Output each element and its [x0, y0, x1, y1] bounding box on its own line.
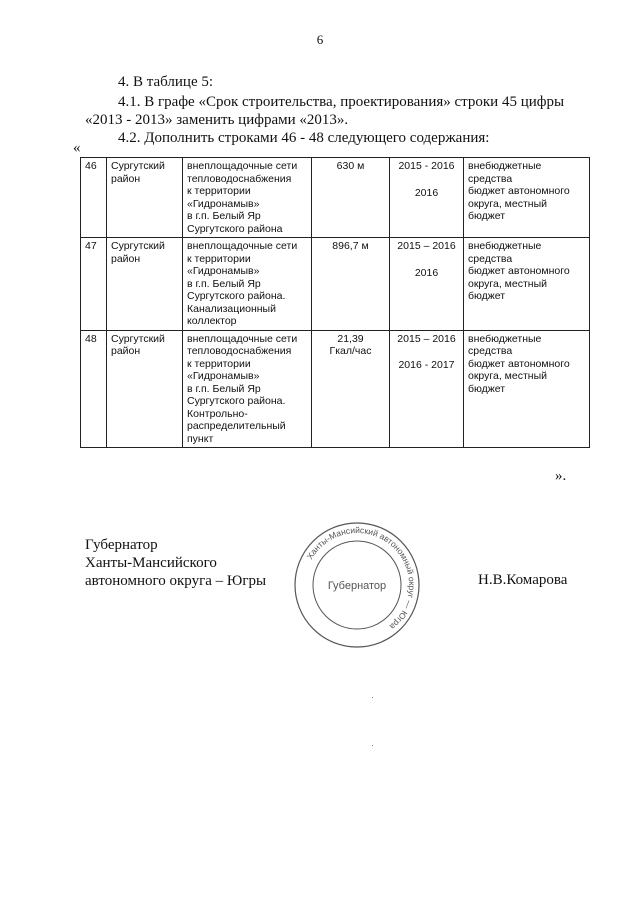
cell-object: [183, 330, 312, 448]
cell-row-number: 48: [81, 330, 107, 448]
period-spacer: [394, 173, 459, 187]
cell-text-line: 21,39: [337, 332, 364, 345]
cell-text-line: бюджет: [468, 382, 506, 395]
cell-text-line: 2015 – 2016: [397, 240, 456, 252]
table-row: [81, 330, 590, 448]
cell-text-line: «Гидронамыв»: [187, 370, 260, 382]
cell-text-line: бюджет автономного: [468, 265, 570, 277]
cell-text-line: внебюджетные: [468, 240, 542, 252]
cell-text-line: Гкал/час: [329, 345, 372, 357]
cell-text-line: в г.п. Белый Яр: [187, 277, 261, 290]
cell-district: [107, 330, 183, 448]
signature-position-line: Губернатор: [85, 537, 158, 553]
period-spacer: [394, 253, 459, 267]
seal-ring-textpath: Ханты-Мансийский автономный округ — Югра: [304, 524, 418, 632]
cell-text-line: внеплощадочные сети: [187, 160, 298, 172]
cell-funding-source: [464, 238, 590, 331]
cell-object: [183, 238, 312, 331]
cell-text-line: к территории: [187, 185, 251, 197]
cell-text-line: район: [111, 172, 141, 185]
cell-text-line: средства: [468, 252, 513, 265]
closing-quote: ».: [555, 468, 567, 484]
cell-capacity: [312, 158, 390, 238]
cell-text-line: 2015 – 2016: [397, 332, 456, 345]
cell-district: [107, 158, 183, 238]
cell-text-line: тепловодоснабжения: [187, 172, 292, 185]
cell-text-line: пункт: [187, 432, 214, 445]
cell-district: [107, 238, 183, 331]
cell-text-line: 896,7 м: [332, 240, 369, 252]
cell-text-line: район: [111, 252, 141, 265]
signature-position-line: Ханты-Мансийского: [85, 555, 217, 571]
cell-text-line: «Гидронамыв»: [187, 197, 260, 210]
cell-text-line: 2016: [414, 266, 439, 279]
cell-text-line: в г.п. Белый Яр: [187, 210, 261, 222]
cell-text-line: 2016: [414, 186, 439, 199]
table-row: [81, 238, 590, 331]
cell-object: [183, 158, 312, 238]
cell-text-line: бюджет автономного: [468, 357, 570, 370]
signature-name: Н.В.Комарова: [478, 572, 568, 588]
cell-funding-source: [464, 158, 590, 238]
cell-construction-period: [390, 158, 464, 238]
seal-center-text: Губернатор: [327, 580, 387, 592]
paragraph-4-1-line2: «2013 - 2013» заменить цифрами «2013».: [85, 112, 349, 128]
cell-funding-source: [464, 330, 590, 448]
cell-construction-period: [390, 330, 464, 448]
amendment-table: [80, 157, 590, 448]
opening-quote: «: [73, 140, 81, 156]
cell-row-number: 46: [81, 158, 107, 238]
cell-text-line: Сургутского района.: [187, 290, 286, 302]
cell-text-line: средства: [468, 345, 513, 357]
cell-text-line: округа, местный: [468, 197, 548, 210]
cell-text-line: Сургутский: [111, 160, 165, 172]
paragraph-table5: 4. В таблице 5:: [118, 74, 214, 90]
cell-text-line: 630 м: [336, 160, 365, 172]
cell-text-line: округа, местный: [468, 277, 548, 290]
paragraph-4-1-line1: 4.1. В графе «Срок строительства, проектирования» строки 45 цифры: [118, 94, 565, 110]
page-number: 6: [316, 32, 324, 47]
cell-text-line: Сургутского района.: [187, 395, 286, 407]
period-spacer: [394, 345, 459, 359]
cell-text-line: 2016 - 2017: [398, 359, 455, 371]
cell-text-line: район: [111, 345, 141, 357]
cell-text-line: Сургутского района: [187, 222, 283, 235]
cell-text-line: к территории: [187, 357, 251, 370]
cell-text-line: внебюджетные: [468, 160, 542, 172]
cell-text-line: внебюджетные: [468, 332, 542, 345]
paragraph-4-2: 4.2. Дополнить строками 46 - 48 следующего содержания:: [118, 130, 490, 146]
cell-text-line: Контрольно-: [187, 407, 248, 420]
cell-row-number: 47: [81, 238, 107, 331]
cell-text-line: бюджет: [468, 290, 506, 302]
cell-text-line: внеплощадочные сети: [187, 332, 298, 345]
table-row: [81, 158, 590, 238]
amendment-table-body: [81, 158, 590, 448]
cell-text-line: Сургутский: [111, 240, 165, 252]
cell-text-line: внеплощадочные сети: [187, 240, 298, 252]
governor-seal: [290, 518, 424, 652]
cell-capacity: [312, 238, 390, 331]
scan-speck: [372, 697, 373, 698]
cell-text-line: коллектор: [187, 315, 237, 327]
signature-position: [85, 536, 266, 590]
cell-text-line: тепловодоснабжения: [187, 345, 292, 357]
cell-text-line: Сургутский: [111, 332, 165, 345]
cell-text-line: «Гидронамыв»: [187, 265, 260, 277]
cell-text-line: округа, местный: [468, 370, 548, 382]
cell-construction-period: [390, 238, 464, 331]
cell-text-line: бюджет: [468, 210, 506, 222]
cell-text-line: 2015 - 2016: [398, 160, 455, 172]
cell-text-line: распределительный: [187, 420, 286, 432]
scan-speck: [372, 745, 373, 746]
cell-capacity: [312, 330, 390, 448]
cell-text-line: к территории: [187, 252, 251, 265]
signature-position-line: автономного округа – Югры: [85, 573, 267, 589]
cell-text-line: бюджет автономного: [468, 185, 570, 197]
cell-text-line: Канализационный: [187, 302, 276, 315]
cell-text-line: средства: [468, 172, 513, 185]
cell-text-line: в г.п. Белый Яр: [187, 382, 261, 395]
